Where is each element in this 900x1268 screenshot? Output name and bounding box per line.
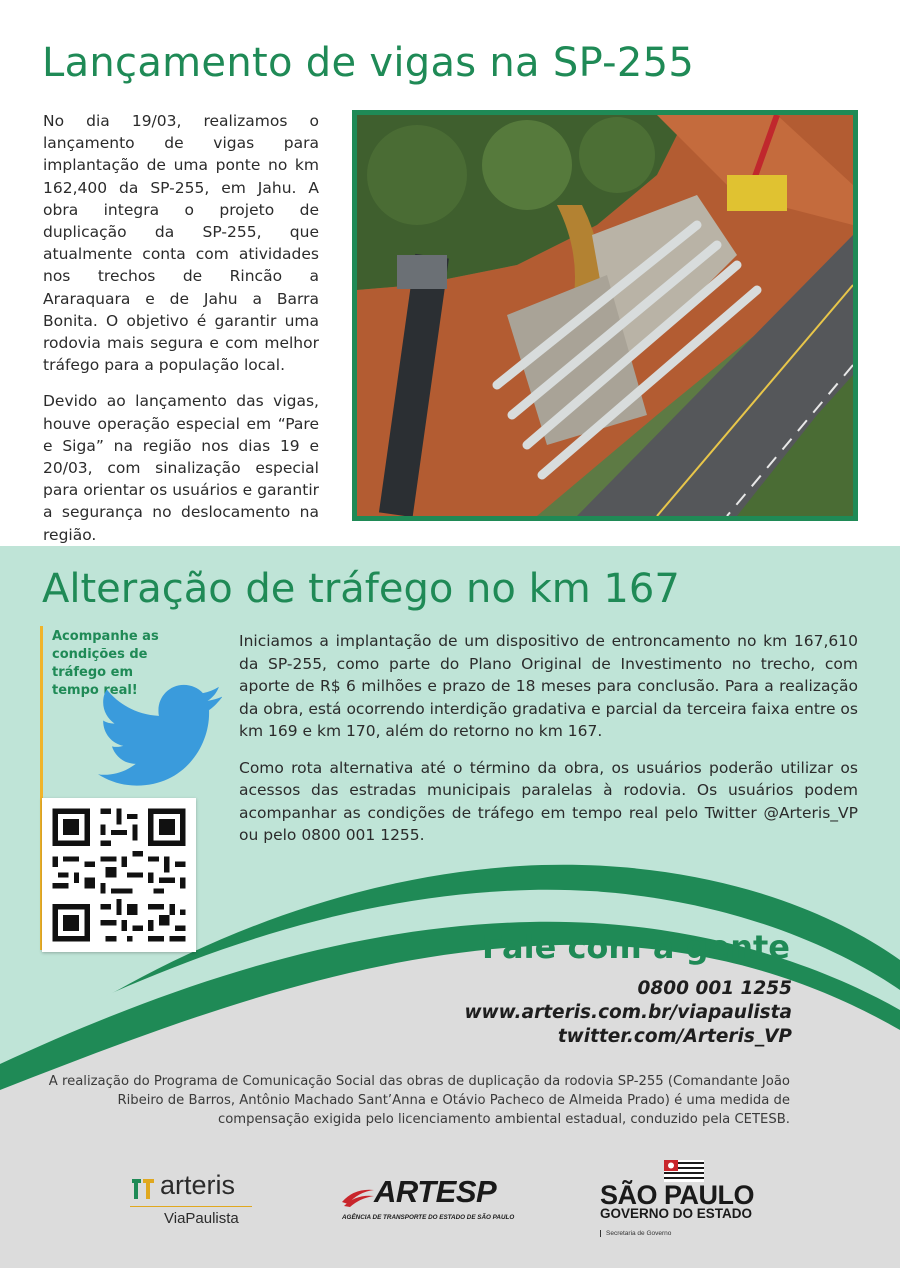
twitter-bird-icon[interactable] <box>98 684 222 788</box>
qr-code[interactable] <box>42 798 196 952</box>
artesp-subtitle: AGÊNCIA DE TRANSPORTE DO ESTADO DE SÃO PAULO <box>342 1214 515 1221</box>
contact-website[interactable]: www.arteris.com.br/viapaulista <box>464 1002 792 1023</box>
section2-paragraph-1: Iniciamos a implantação de um dispositivo de entroncamento no km 167,610 da SP-255, como parte do Plano Original de Investimento no trecho, com aporte de R$ 6 milhões e prazo de 18 meses para conclusão. Para a realização da obra, está ocorrendo interdição gradativa e parcial da terceira faixa entre os km 169 e km 170, além do retorno no km 167. <box>239 632 858 740</box>
artesp-logo <box>340 1174 515 1228</box>
sao-paulo-department: Secretaria de Governo <box>600 1230 671 1237</box>
sao-paulo-name: SÃO PAULO <box>600 1180 755 1210</box>
contact-twitter[interactable]: twitter.com/Arteris_VP <box>557 1026 792 1047</box>
bridge-beams-photo <box>352 110 858 521</box>
sao-paulo-flag-icon <box>664 1160 704 1182</box>
sao-paulo-logo <box>598 1160 788 1244</box>
arteris-logo <box>130 1172 280 1232</box>
artesp-name: ARTESP <box>374 1174 497 1209</box>
arteris-divider <box>130 1206 252 1207</box>
section2-title: Alteração de tráfego no km 167 <box>42 566 680 612</box>
section1-body <box>43 110 319 560</box>
sao-paulo-subtitle: GOVERNO DO ESTADO <box>600 1206 753 1221</box>
footer-note: A realização do Programa de Comunicação Social das obras de duplicação da rodovia SP-255 (Comandante João Ribeiro de Barros, Antônio Machado Sant’Anna e Otávio Pacheco de Almeida Prado) é uma medida de compensação exigida pelo licenciamento ambiental estadual, conduzido pela CETESB. <box>48 1074 790 1127</box>
contact-title: Fale com a gente <box>482 928 790 966</box>
arteris-subtitle: ViaPaulista <box>164 1210 239 1227</box>
arteris-mark-icon <box>130 1176 156 1202</box>
arteris-name: arteris <box>160 1170 236 1200</box>
section1-title: Lançamento de vigas na SP-255 <box>42 40 695 86</box>
section2-body <box>239 630 858 861</box>
section1-paragraph-2: Devido ao lançamento das vigas, houve operação especial em “Pare e Siga” na região nos dias 19 e 20/03, com sinalização especial para orientar os usuários e garantir a segurança no deslocamento na região. <box>43 392 319 544</box>
contact-phone[interactable]: 0800 001 1255 <box>637 978 792 999</box>
artesp-swoosh-icon <box>340 1186 376 1208</box>
twitter-caption: Acompanhe as condições de tráfego em tempo real! <box>52 629 159 698</box>
section2-paragraph-2: Como rota alternativa até o término da obra, os usuários poderão utilizar os acessos das estradas municipais paralelas à rodovia. Os usuários podem acompanhar as condições de tráfego em tempo real pelo Twitter @Arteris_VP ou pelo 0800 001 1255. <box>239 758 858 844</box>
section1-paragraph-1: No dia 19/03, realizamos o lançamento de vigas para implantação de uma ponte no km 162,400 da SP-255, em Jahu. A obra integra o projeto de duplicação da SP-255, que atualmente conta com atividades nos trechos de Rincão a Araraquara e de Jahu a Barra Bonita. O objetivo é garantir uma rodovia mais segura e com melhor tráfego para a população local. <box>43 112 319 375</box>
